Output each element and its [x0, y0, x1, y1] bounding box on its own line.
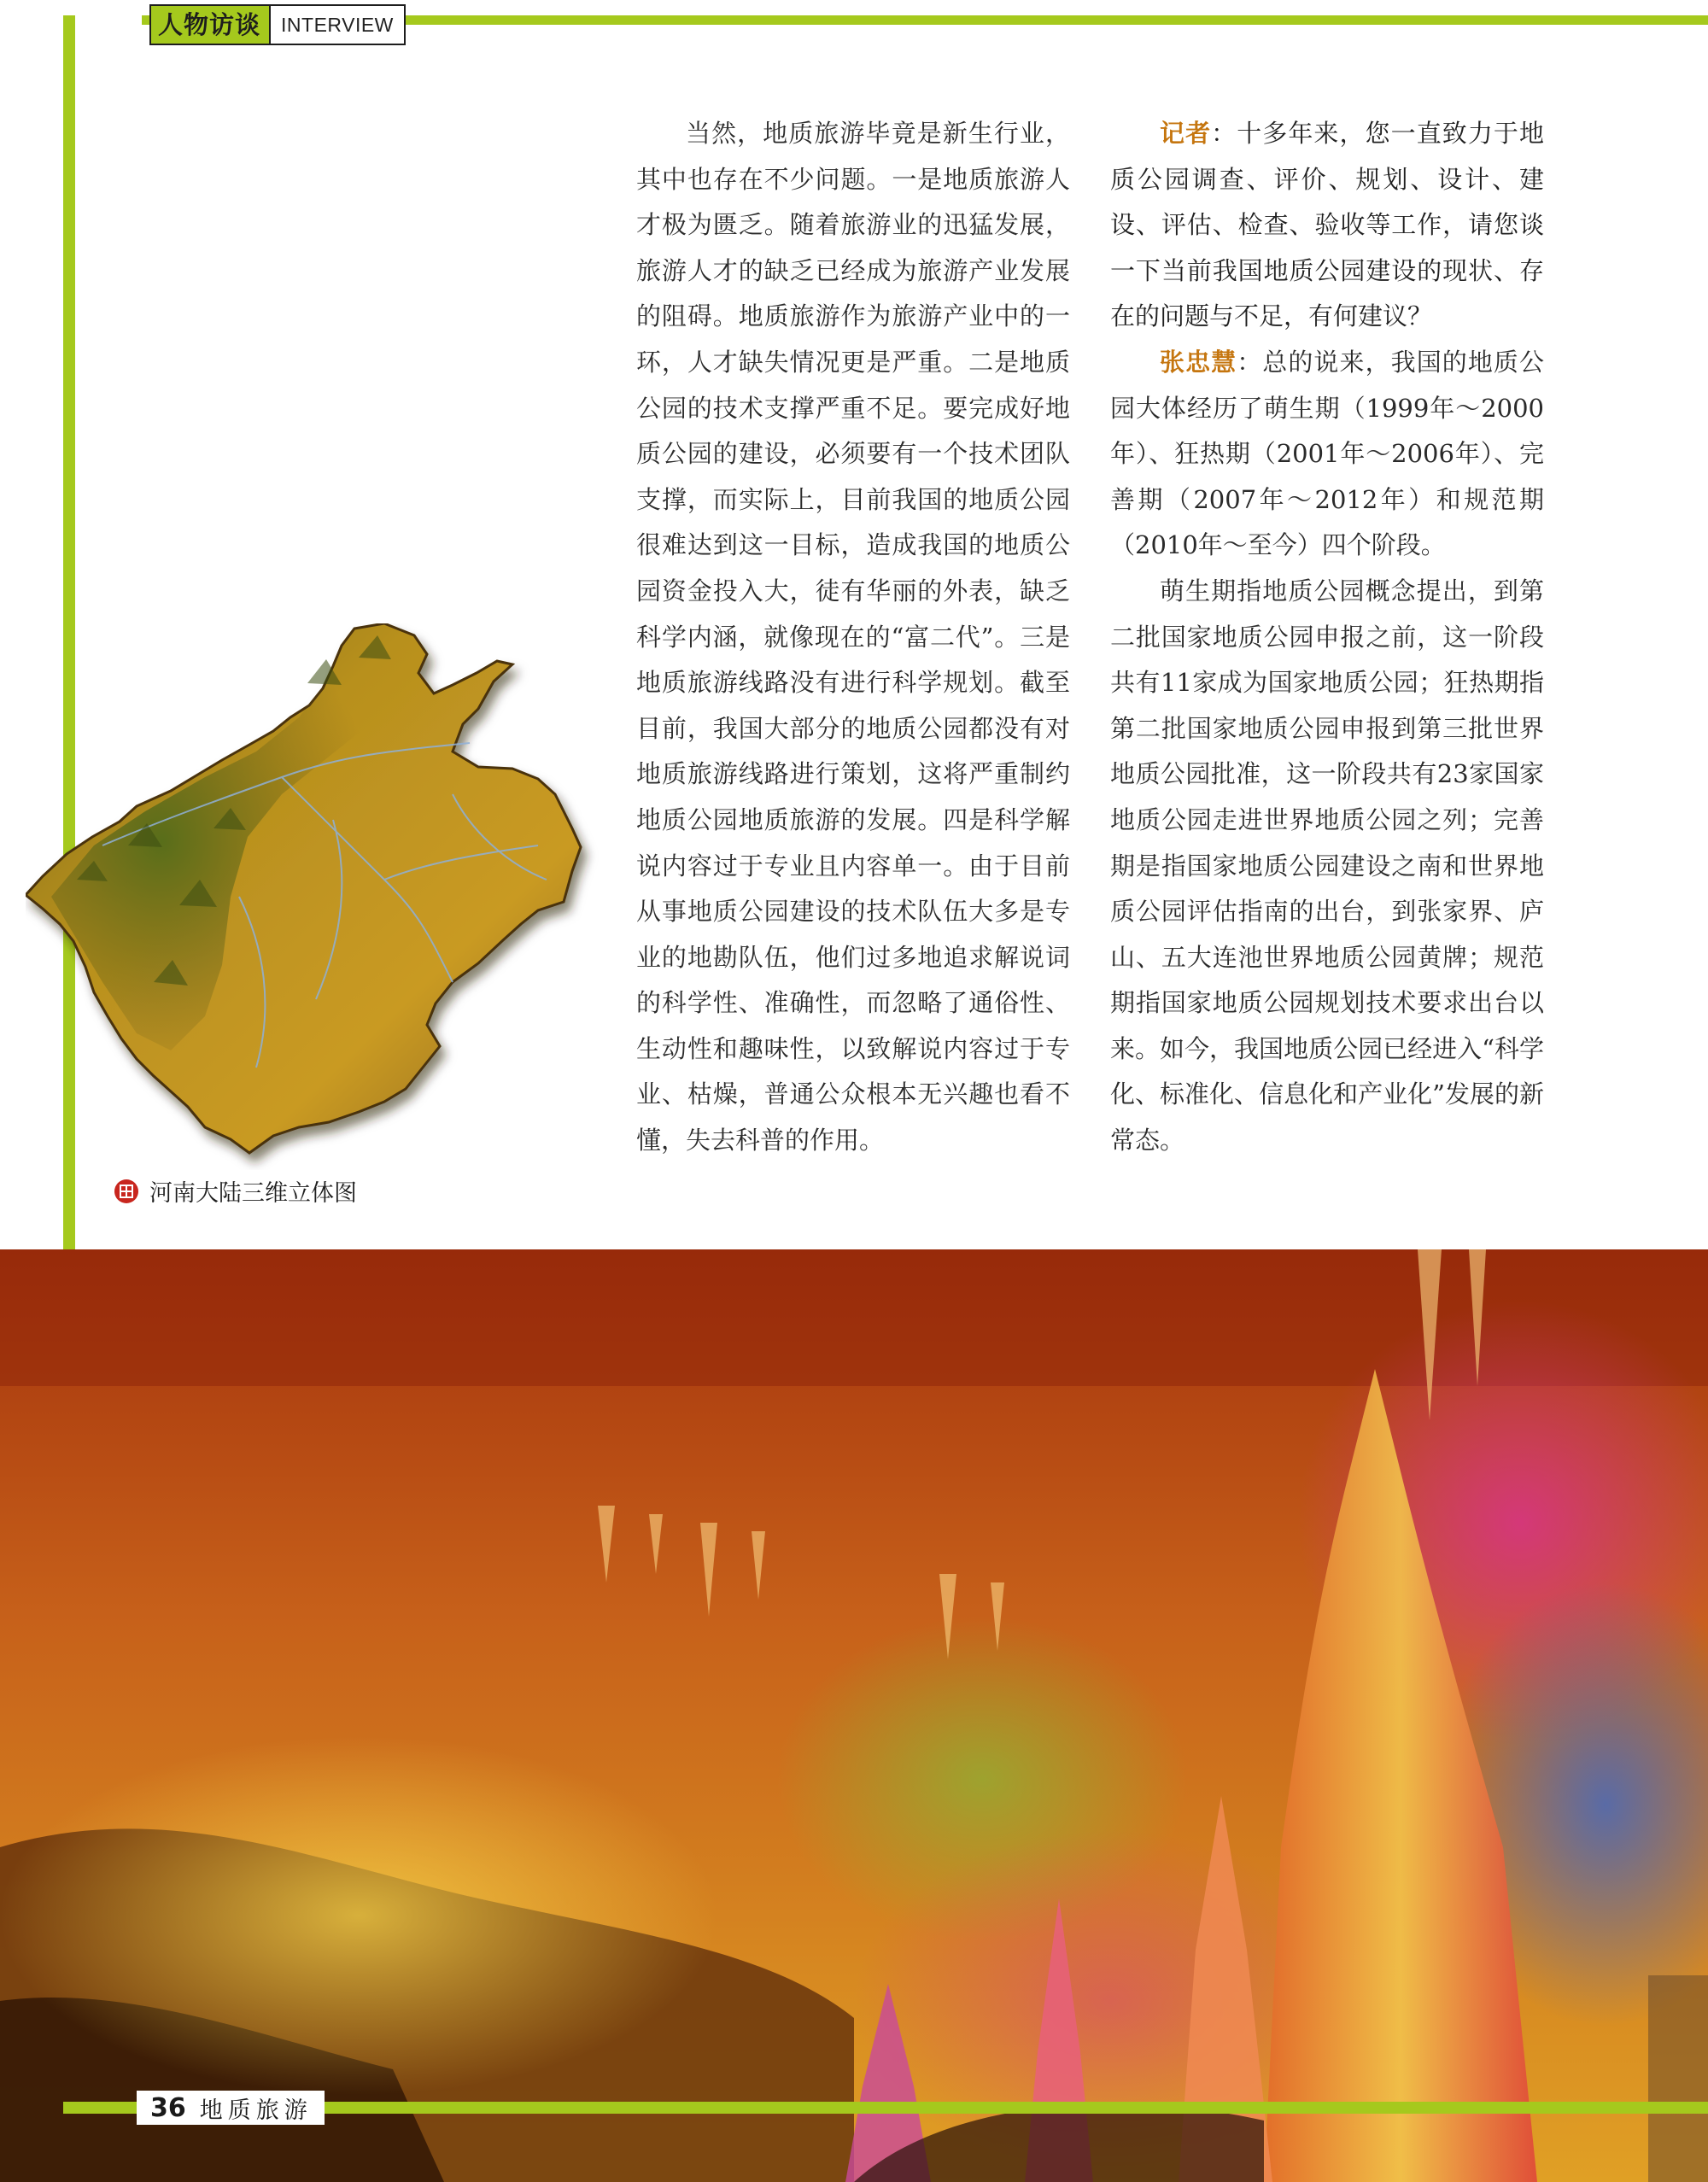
- answer-text: ：总的说来，我国的地质公园大体经历了萌生期（1999年～2000年）、狂热期（2001年～2006年）、完善期（2007年～2012年）和规范期（2010年～至今）四个阶段。: [1110, 347, 1544, 560]
- page-folio: [137, 2091, 325, 2125]
- question-speaker: 记者: [1160, 119, 1212, 148]
- interview-answer: [1110, 340, 1544, 569]
- article-column-left: [636, 111, 1070, 1164]
- cave-photo: [0, 1249, 1708, 2182]
- relief-map-image: [26, 623, 623, 1170]
- section-header-tag: [149, 4, 406, 45]
- answer-speaker: 张忠慧: [1160, 347, 1237, 377]
- map-caption: [114, 1174, 357, 1208]
- article-column-right: [1110, 111, 1544, 1164]
- magazine-name: 地质旅游: [199, 2097, 313, 2124]
- article-paragraph: 当然，地质旅游毕竟是新生行业，其中也存在不少问题。一是地质旅游人才极为匮乏。随着旅游业的迅猛发展，旅游人才的缺乏已经成为旅游产业发展的阻碍。地质旅游作为旅游产业中的一环，人才缺失情况更是严重。二是地质公园的技术支撑严重不足。要完成好地质公园的建设，必须要有一个技术团队支撑，而实际上，目前我国的地质公园很难达到这一目标，造成我国的地质公园资金投入大，徒有华丽的外表，缺乏科学内涵，就像现在的“富二代”。三是地质旅游线路没有进行科学规划。截至目前，我国大部分的地质公园都没有对地质旅游线路进行策划，这将严重制约地质公园地质旅游的发展。四是科学解说内容过于专业且内容单一。由于目前从事地质公园建设的技术队伍大多是专业的地勘队伍，他们过多地追求解说词的科学性、准确性，而忽略了通俗性、生动性和趣味性，以致解说内容过于专业、枯燥，普通公众根本无兴趣也看不懂，失去科普的作用。: [636, 119, 1070, 1155]
- interview-question: [1110, 111, 1544, 340]
- map-caption-text: 河南大陆三维立体图: [149, 1180, 357, 1207]
- henan-relief-map: [26, 623, 623, 1170]
- seal-mark-icon: [114, 1179, 139, 1204]
- page-number: 36: [150, 2092, 186, 2123]
- question-text: ：十多年来，您一直致力于地质公园调查、评价、规划、设计、建设、评估、检查、验收等工作，请您谈一下当前我国地质公园建设的现状、存在的问题与不足，有何建议？: [1110, 119, 1544, 331]
- cave-photo-image: [0, 1249, 1708, 2182]
- article-paragraph: 萌生期指地质公园概念提出，到第二批国家地质公园申报之前，这一阶段共有11家成为国家地质公园；狂热期指第二批国家地质公园申报到第三批世界地质公园批准，这一阶段共有23家国家地质公园走进世界地质公园之列；完善期是指国家地质公园建设之南和世界地质公园评估指南的出台，到张家界、庐山、五大连池世界地质公园黄牌；规范期指国家地质公园规划技术要求出台以来。如今，我国地质公园已经进入“科学化、标准化、信息化和产业化”发展的新常态。: [1110, 576, 1544, 1155]
- section-title-cn: 人物访谈: [151, 6, 269, 44]
- section-title-en: INTERVIEW: [269, 6, 404, 44]
